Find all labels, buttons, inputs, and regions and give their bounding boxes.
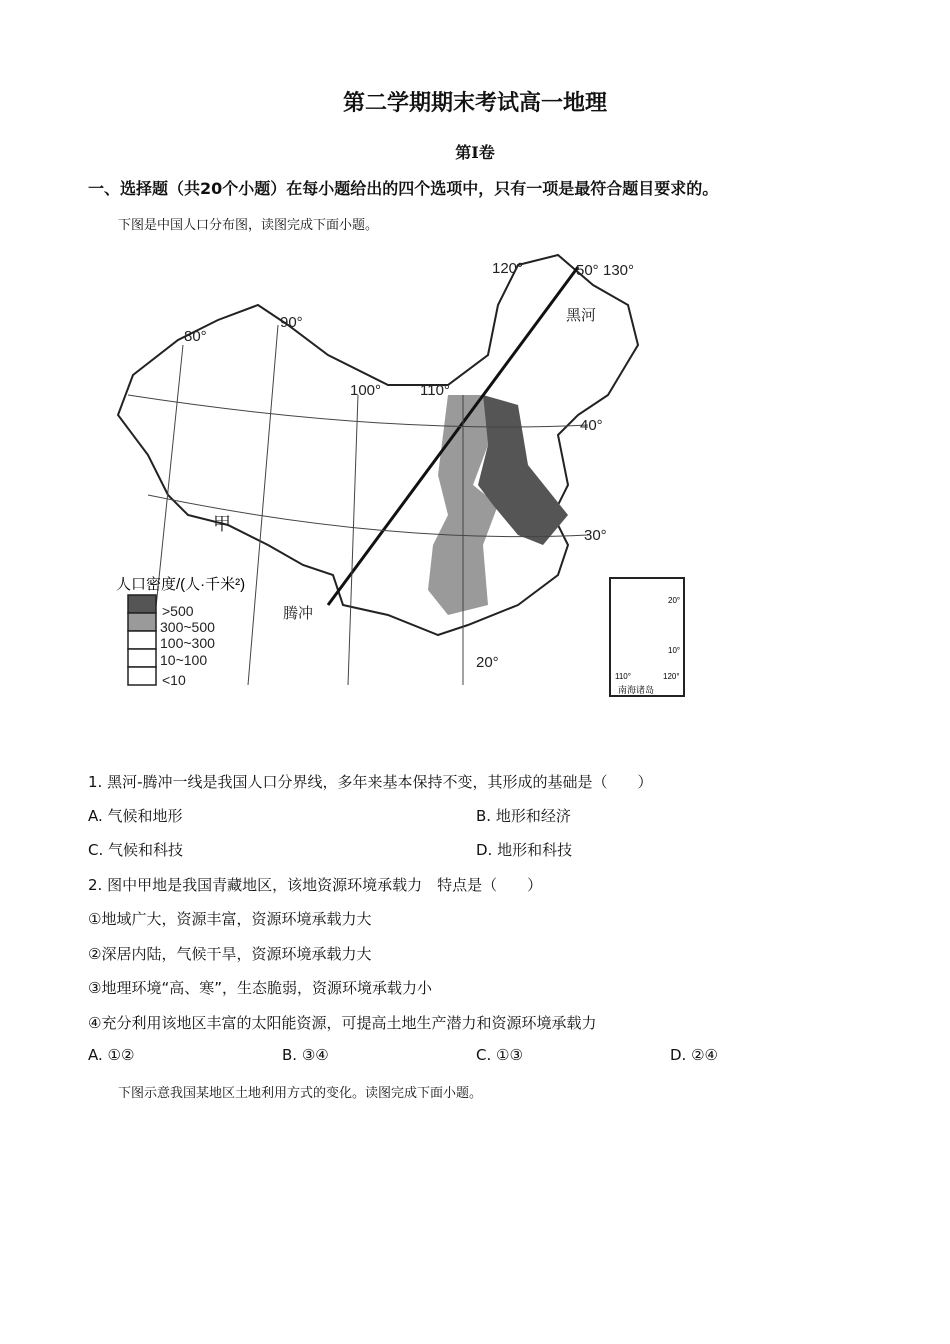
lon-label: 90° [280, 314, 303, 331]
legend [128, 595, 156, 685]
page-title: 第二学期期末考试高一地理 [342, 90, 607, 116]
lat-label: 50° [576, 262, 599, 279]
q2-option-d[interactable]: D. ②④ [670, 1046, 718, 1064]
intro-text: 下图是中国人口分布图，读图完成下面小题。 [118, 218, 379, 233]
lat-label: 40° [580, 417, 603, 434]
lat-label: 20° [476, 654, 499, 671]
q2-option-c[interactable]: C. ①③ [476, 1046, 523, 1064]
lon-label: 110° [420, 382, 450, 399]
svg-text:110°: 110° [615, 672, 631, 681]
lat-label: 30° [584, 527, 607, 544]
density-gt500-region [478, 395, 568, 545]
legend-label: 300~500 [160, 619, 215, 635]
q2-statement: ④充分利用该地区丰富的太阳能资源，可提高土地生产潜力和资源环境承载力 [88, 1014, 597, 1032]
q2-statement: ②深居内陆，气候干旱，资源环境承载力大 [88, 945, 372, 963]
svg-text:20°: 20° [668, 596, 681, 605]
place-heihe: 黑河 [566, 307, 597, 324]
question-1-stem: 1. 黑河-腾冲一线是我国人口分界线，多年来基本保持不变，其形成的基础是（ ） [88, 773, 653, 791]
q2-option-a[interactable]: A. ①② [88, 1046, 135, 1064]
china-population-map [88, 245, 698, 705]
place-jia: 甲 [213, 514, 231, 534]
question-2-stem: 2. 图中甲地是我国青藏地区，该地资源环境承载力 特点是（ ） [88, 876, 543, 894]
lon-label: 80° [184, 328, 207, 345]
q1-option-c[interactable]: C. 气候和科技 [88, 841, 184, 859]
q1-option-d[interactable]: D. 地形和科技 [476, 841, 573, 859]
legend-title: 人口密度/(人·千米²) [116, 576, 246, 593]
place-tengchong: 腾冲 [283, 605, 314, 622]
lon-label: 100° [350, 382, 382, 399]
lon-label: 130° [603, 262, 635, 279]
inset-label: 南海诸岛 [618, 685, 655, 695]
legend-label: >500 [162, 603, 194, 619]
legend-label: <10 [162, 672, 186, 688]
legend-label: 10~100 [160, 652, 208, 668]
lon-label: 120° [492, 260, 524, 277]
volume-heading: 第Ⅰ卷 [455, 143, 495, 162]
svg-text:120°: 120° [663, 672, 680, 681]
south-china-sea-inset [610, 578, 684, 696]
q1-option-b[interactable]: B. 地形和经济 [476, 807, 571, 825]
q2-statement: ③地理环境“高、寒”，生态脆弱，资源环境承载力小 [88, 979, 432, 997]
svg-text:10°: 10° [668, 646, 681, 655]
q1-option-a[interactable]: A. 气候和地形 [88, 807, 183, 825]
q2-statement: ①地域广大，资源丰富，资源环境承载力大 [88, 910, 372, 928]
section-heading: 一、选择题（共20个小题）在每小题给出的四个选项中，只有一项是最符合题目要求的。 [88, 179, 719, 198]
legend-label: 100~300 [160, 635, 215, 651]
intro-text-2: 下图示意我国某地区土地利用方式的变化。读图完成下面小题。 [118, 1086, 483, 1101]
q2-option-b[interactable]: B. ③④ [282, 1046, 329, 1064]
